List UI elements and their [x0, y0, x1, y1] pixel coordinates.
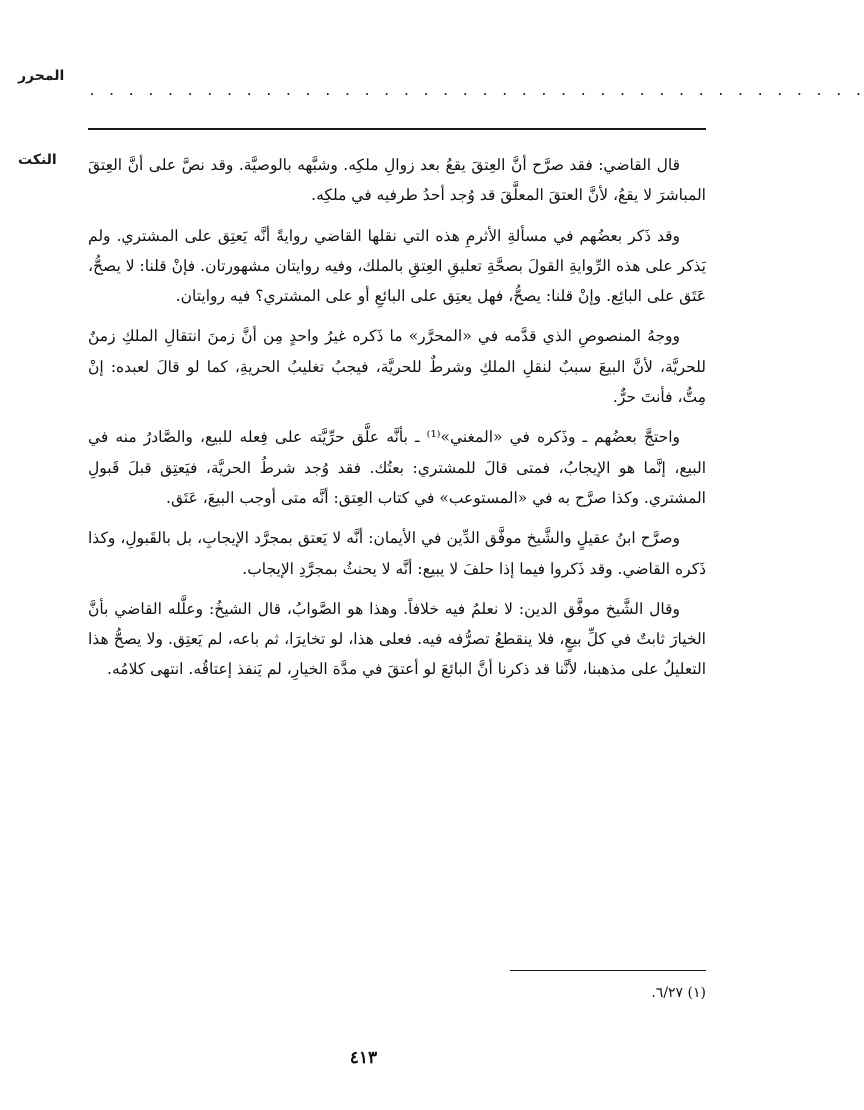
paragraph-1: قال القاضي: فقد صرَّح أنَّ العِتقَ يقعُ بعد زوالِ ملكِه. وشبَّهه بالوصيَّة. وقد نصَّ على أنَّ العِتقَ المباشرَ لا يقعُ، لأنَّ العتقَ المعلَّقَ قد وُجد أحدُ طرفيه في ملكِه.: [88, 156, 706, 205]
paragraph-2: وقد ذَكر بعضُهم في مسألةِ الأثرمِ هذه التي نقلها القاضي روايةً أنَّه يَعتِق على المشتري. ولم يَذكر على هذه الرِّوايةِ القولَ بصحَّةِ تعليقِ العِتقِ بالملك، وفيه روايتان مشهورتان. فإنْ قلنا: لا يصحُّ، عَتَق على البائِع. وإنْ قلنا: يصحُّ، فهل يعتِق على البائعِ أو على المشتري؟ فيه روايتان.: [88, 226, 706, 306]
paragraph-3: ووجهُ المنصوصِ الذي قدَّمه في «المحرَّر» ما ذَكره غيرُ واحدٍ مِن أنَّ زمنَ انتقالِ الملكِ زمنٌ للحريَّة، لأنَّ البيعَ سببٌ لنقلِ الملكِ وشرطٌ للحريَّة، فيجبُ تغليبُ الحريةِ، كما لو قالَ لعبده: إنْ مِتُّ، فأنتَ حرٌّ.: [88, 327, 706, 407]
paragraph-6: وقال الشَّيخ موفَّق الدين: لا نعلمُ فيه خلافاً. وهذا هو الصَّوابُ، قال الشيخُ: وعلَّله القاضي بأنَّ الخيارَ ثابتٌ في كلِّ بيعٍ، فلا ينقطعُ تصرُّفه فيه. فعلى هذا، لو تخايرَا، ثم باعه، لم يَعتِق. ولا يصحُّ هذا التعليلُ على مذهبنا، لأنَّنا قد ذكرنا أنَّ البائعَ لو أعتقَ في مدَّة الخيارِ، لم يَنفذ إعتاقُه. انتهى كلامُه.: [88, 599, 706, 679]
main-text: [88, 150, 706, 695]
margin-label-nukat: النكت: [18, 152, 57, 168]
footnote: (١) ٦/٢٧.: [651, 985, 706, 1001]
page-number: ٤١٣: [349, 1048, 378, 1068]
paragraph-4: واحتجَّ بعضُهم ـ وذَكره في «المغني»⁽¹⁾ ـ بأنَّه علَّق حرِّيَّته على فِعله للبيع، والصَّادرُ منه في البيع، إنَّما هو الإيجابُ، فمتى قالَ للمشتري: بعتُك. فقد وُجد شرطُ الحريَّة، فيَعتِق قبلَ قَبولِ المشتري. وكذا صرَّح به في «المستوعب» في كتاب العِتق: أنَّه متى أوجب البيعَ، عَتَق.: [88, 428, 706, 507]
margin-label-muharrar: المحرر: [18, 68, 65, 84]
footnote-divider: [510, 970, 706, 971]
section-divider: [88, 128, 706, 130]
dotted-leader: . . . . . . . . . . . . . . . . . . . . . . . . . . . . . . . . . . . . . . . .: [88, 84, 864, 99]
paragraph-5: وصرَّح ابنُ عقيلٍ والشَّيخ موفَّق الدِّين في الأيمان: أنَّه لا يَعتق بمجرَّد الإيجابِ، بل بالقَبولِ، وكذا ذَكره القاضي. وقد ذَكروا فيما إذا حلفَ لا يبيع: أنَّه لا يحنثُ بمجرَّدِ الإيجاب.: [88, 529, 706, 578]
